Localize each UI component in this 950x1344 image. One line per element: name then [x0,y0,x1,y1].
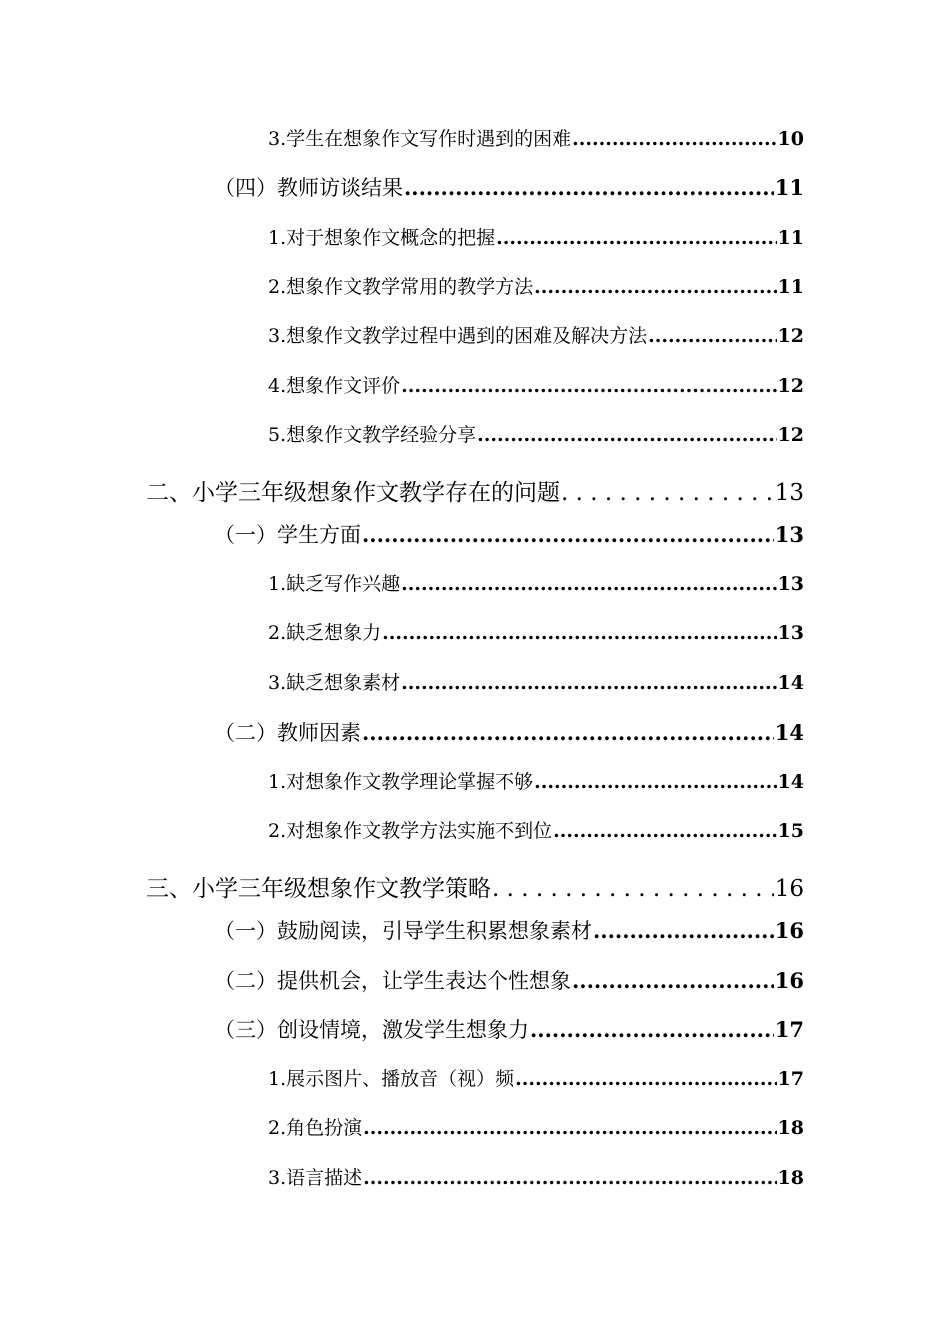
toc-entry-title: 1.对想象作文教学理论掌握不够 [268,771,534,793]
toc-entry[interactable] [214,965,804,995]
toc-entry-title: 3.缺乏想象素材 [268,672,401,694]
toc-leader-dots [572,968,774,993]
toc-entry-title: 2.角色扮演 [268,1117,363,1139]
toc-leader-dots [382,622,776,644]
toc-entry[interactable] [268,223,804,250]
toc-entry-title: 1.展示图片、播放音（视）频 [268,1068,515,1090]
toc-leader-dots [534,276,776,298]
toc-entry-title: （三）创设情境，激发学生想象力 [214,1018,529,1042]
toc-leader-dots [362,522,774,547]
toc-entry-page: 13 [777,573,804,595]
toc-entry-title: （二）提供机会，让学生表达个性想象 [214,969,571,993]
toc-leader-dots [515,1068,776,1090]
toc-entry-page: 16 [774,968,804,993]
toc-leader-dots [362,720,774,745]
toc-entry-page: 12 [777,424,804,446]
toc-entry-page: 10 [777,128,804,150]
toc-entry-page: 11 [777,276,804,298]
toc-leader-dots [534,771,776,793]
toc-leader-dots [648,325,776,347]
toc-entry-title: 3.学生在想象作文写作时遇到的困难 [268,128,572,150]
toc-entry[interactable] [268,618,804,645]
toc-chapter-entry[interactable] [146,474,804,507]
toc-leader-dots [530,1017,774,1042]
toc-leader-dots [593,918,774,943]
toc-entry-title: 4.想象作文评价 [268,375,401,397]
toc-entry-title: （一）学生方面 [214,523,361,547]
toc-entry[interactable] [268,1064,804,1091]
toc-entry-page: 16 [774,876,804,902]
toc-entry[interactable] [268,371,804,398]
toc-entry-page: 18 [777,1167,804,1189]
toc-entry[interactable] [268,569,804,596]
toc-chapter-entry[interactable] [146,870,804,903]
toc-entry[interactable] [268,1163,804,1190]
toc-entry-title: 5.想象作文教学经验分享 [268,424,477,446]
toc-entry-page: 12 [777,325,804,347]
toc-entry-page: 16 [774,918,804,943]
toc-entry-page: 15 [777,820,804,842]
toc-entry-page: 13 [777,622,804,644]
toc-leader-dots [553,820,776,842]
toc-leader-dots [404,175,774,200]
toc-entry[interactable] [214,915,804,945]
toc-entry-title: 2.想象作文教学常用的教学方法 [268,276,534,298]
toc-entry-title: 2.对想象作文教学方法实施不到位 [268,820,553,842]
toc-leader-dots [401,573,776,595]
toc-entry[interactable] [268,816,804,843]
toc-entry[interactable] [214,1014,804,1044]
toc-entry[interactable] [268,272,804,299]
toc-leader-dots [496,227,776,249]
toc-entry-page: 13 [774,522,804,547]
toc-entry[interactable] [268,321,804,348]
toc-entry-title: 1.缺乏写作兴趣 [268,573,401,595]
toc-entry[interactable] [268,124,804,151]
toc-entry-page: 14 [777,771,804,793]
toc-leader-dots [477,424,776,446]
toc-entry-title: 1.对于想象作文概念的把握 [268,227,496,249]
toc-leader-dots [492,876,774,902]
toc-entry-title: （二）教师因素 [214,721,361,745]
toc-entry[interactable] [268,668,804,695]
toc-entry-title: 3.语言描述 [268,1167,363,1189]
toc-entry[interactable] [268,420,804,447]
toc-entry-title: 2.缺乏想象力 [268,622,382,644]
toc-entry-page: 11 [774,175,804,200]
toc-entry-title: 三、小学三年级想象作文教学策略 [146,876,491,902]
toc-entry[interactable] [214,172,804,202]
toc-leader-dots [363,1117,776,1139]
toc-entry[interactable] [214,519,804,549]
toc-entry[interactable] [214,717,804,747]
toc-entry-page: 14 [774,720,804,745]
toc-leader-dots [561,480,774,506]
toc-leader-dots [363,1167,776,1189]
toc-entry-page: 13 [774,480,804,506]
toc-entry-page: 14 [777,672,804,694]
toc-leader-dots [401,672,776,694]
toc-entry-page: 17 [774,1017,804,1042]
toc-entry-title: （一）鼓励阅读，引导学生积累想象素材 [214,919,592,943]
toc-entry-page: 11 [777,227,804,249]
toc-entry[interactable] [268,767,804,794]
toc-entry[interactable] [268,1113,804,1140]
toc-entry-page: 18 [777,1117,804,1139]
toc-entry-title: 3.想象作文教学过程中遇到的困难及解决方法 [268,325,648,347]
toc-entry-page: 12 [777,375,804,397]
toc-entry-page: 17 [777,1068,804,1090]
toc-entry-title: 二、小学三年级想象作文教学存在的问题 [146,480,560,506]
toc-leader-dots [401,375,776,397]
toc-entry-title: （四）教师访谈结果 [214,176,403,200]
toc-leader-dots [572,128,776,150]
